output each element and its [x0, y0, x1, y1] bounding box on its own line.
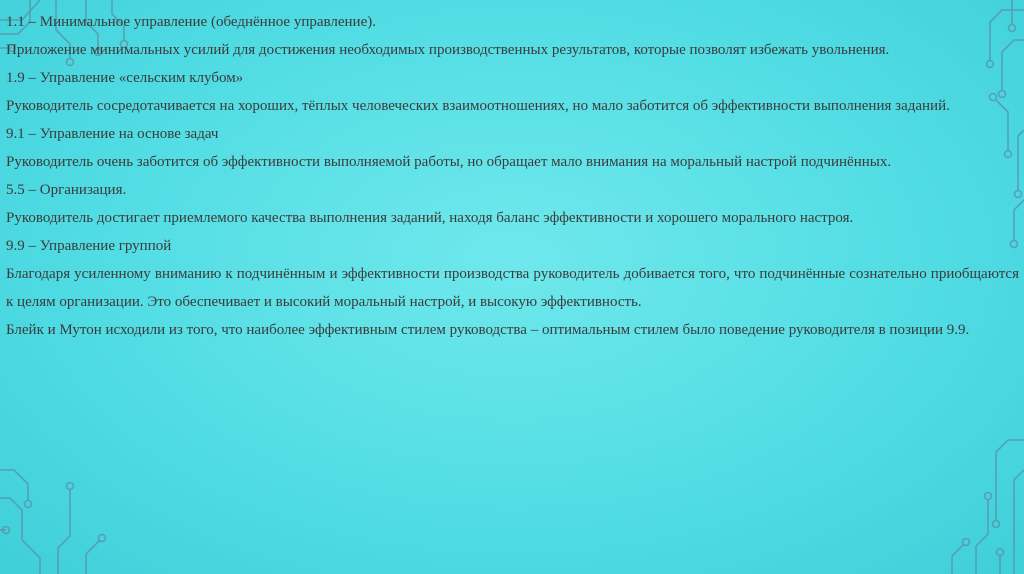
paragraph-9-1: Руководитель очень заботится об эффективности выполняемой работы, но обращает мало внимания на моральный настрой подчинённых.	[6, 154, 892, 170]
paragraph-5-5: Руководитель достигает приемлемого качества выполнения заданий, находя баланс эффективности и хорошего морального настроя.	[6, 210, 854, 226]
heading-9-1: 9.1 – Управление на основе задач	[6, 126, 219, 142]
paragraph-1-1: Приложение минимальных усилий для достижения необходимых производственных результатов, которые позволят избежать увольнения.	[6, 42, 890, 58]
slide-text	[6, 8, 1019, 344]
paragraph-1-9: Руководитель сосредотачивается на хороших, тёплых человеческих взаимоотношениях, но мало заботится об эффективности выполнения заданий.	[6, 98, 950, 114]
paragraph-9-9: Благодаря усиленному вниманию к подчинённым и эффективности производства руководитель добивается того, что подчинённые сознательно приобщаются к целям организации. Это обеспечивает и высокий моральный настрой, и высокую эффективность.	[6, 266, 1019, 310]
heading-9-9: 9.9 – Управление группой	[6, 238, 172, 254]
heading-1-9: 1.9 – Управление «сельским клубом»	[6, 70, 244, 86]
conclusion-paragraph: Блейк и Мутон исходили из того, что наиболее эффективным стилем руководства – оптимальным стилем было поведение руководителя в позиции 9.9.	[6, 322, 970, 338]
heading-1-1: 1.1 – Минимальное управление (обеднённое управление).	[6, 14, 376, 30]
heading-5-5: 5.5 – Организация.	[6, 182, 127, 198]
